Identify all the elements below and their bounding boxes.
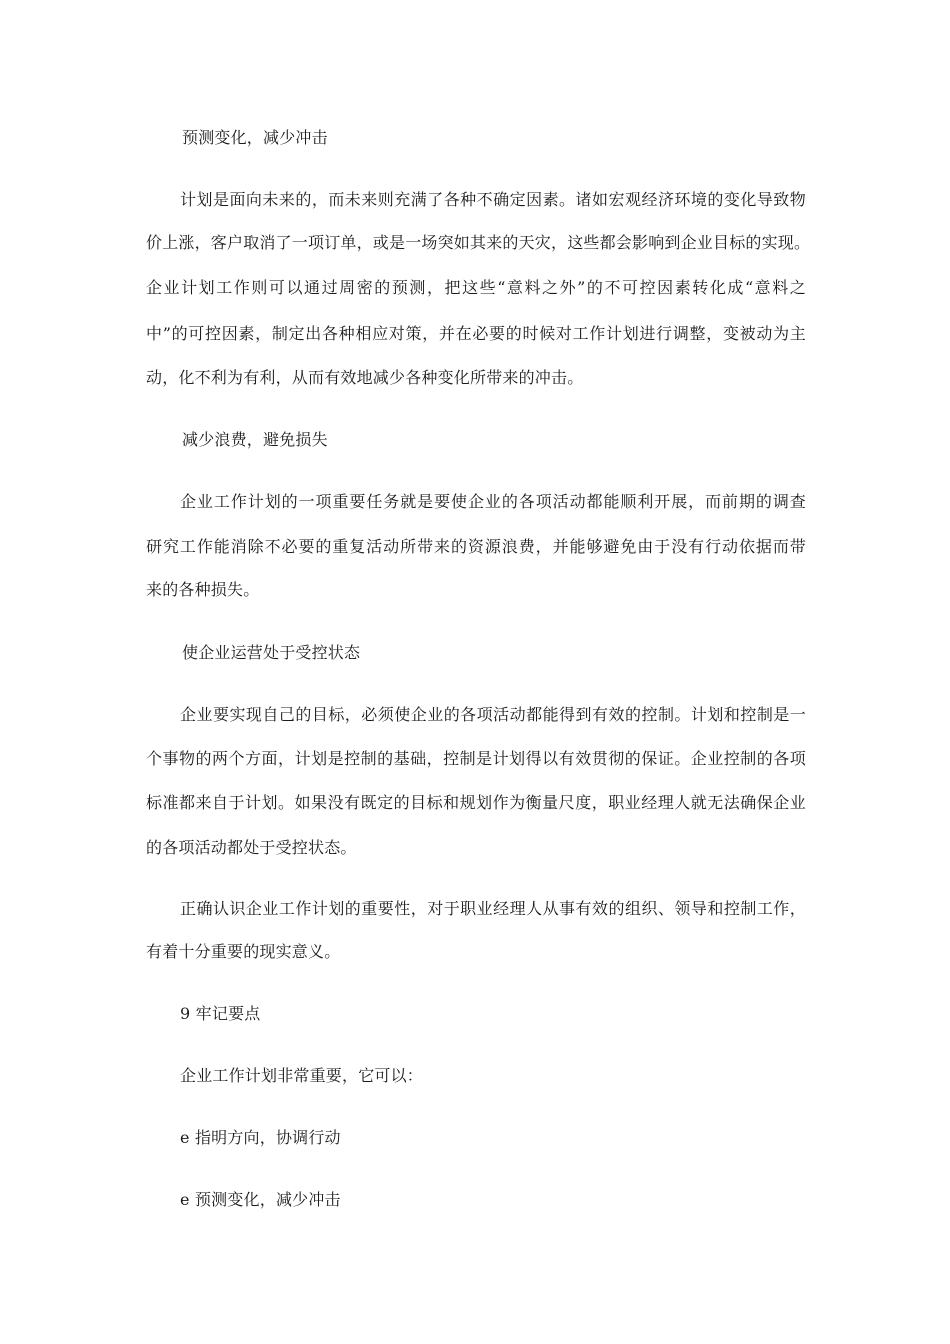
paragraph-line: 有着十分重要的现实意义。 bbox=[146, 942, 341, 961]
paragraph-line: 研究工作能消除不必要的重复活动所带来的资源浪费，并能够避免由于没有行动依据而带 bbox=[146, 537, 806, 556]
section-heading: 减少浪费，避免损失 bbox=[182, 430, 328, 449]
section-heading: 使企业运营处于受控状态 bbox=[182, 643, 361, 662]
paragraph-line: 企业计划工作则可以通过周密的预测，把这些“意料之外”的不可控因素转化成“意料之 bbox=[146, 278, 806, 297]
section-heading: 预测变化，减少冲击 bbox=[182, 128, 328, 147]
paragraph-line: 个事物的两个方面，计划是控制的基础，控制是计划得以有效贯彻的保证。企业控制的各项 bbox=[146, 749, 806, 768]
paragraph-line: 计划是面向未来的，而未来则充满了各种不确定因素。诸如宏观经济环境的变化导致物 bbox=[180, 190, 806, 209]
paragraph-line: 动，化不利为有利，从而有效地减少各种变化所带来的冲击。 bbox=[146, 368, 584, 387]
paragraph-line: 中”的可控因素，制定出各种相应对策，并在必要的时候对工作计划进行调整，变被动为主 bbox=[146, 324, 806, 343]
key-point-item: e 指明方向，协调行动 bbox=[180, 1128, 341, 1147]
key-point-item: e 预测变化，减少冲击 bbox=[180, 1190, 341, 1209]
paragraph-line: 正确认识企业工作计划的重要性，对于职业经理人从事有效的组织、领导和控制工作， bbox=[180, 899, 806, 918]
paragraph-line: 的各项活动都处于受控状态。 bbox=[146, 838, 357, 857]
key-points-title: 9 牢记要点 bbox=[180, 1004, 261, 1023]
paragraph-line: 来的各种损失。 bbox=[146, 580, 260, 599]
paragraph-line: 价上涨，客户取消了一项订单，或是一场突如其来的天灾，这些都会影响到企业目标的实现。 bbox=[146, 233, 811, 252]
paragraph-line: 企业工作计划的一项重要任务就是要使企业的各项活动都能顺利开展，而前期的调查 bbox=[180, 492, 806, 511]
paragraph-line: 企业要实现自己的目标，必须使企业的各项活动都能得到有效的控制。计划和控制是一 bbox=[180, 705, 806, 724]
key-points-intro: 企业工作计划非常重要，它可以： bbox=[180, 1066, 424, 1085]
paragraph-line: 标准都来自于计划。如果没有既定的目标和规划作为衡量尺度，职业经理人就无法确保企业 bbox=[146, 793, 806, 812]
